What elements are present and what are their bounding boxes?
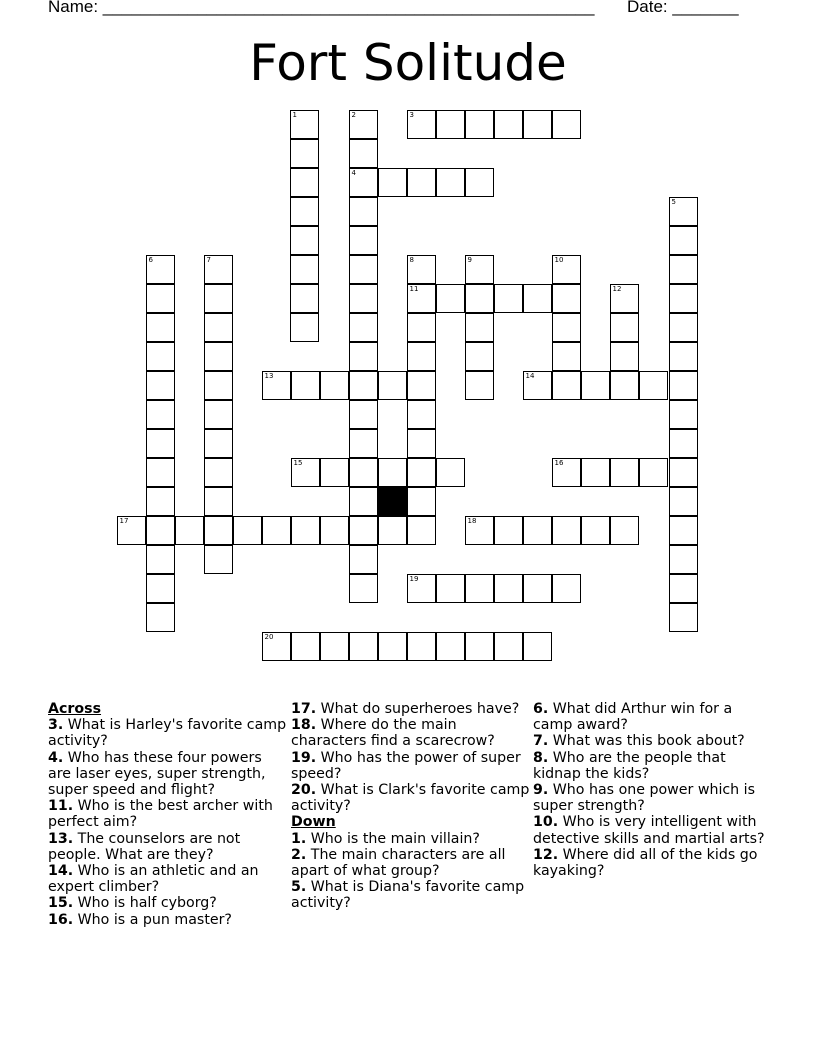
clue-item-number: 3. xyxy=(48,717,64,734)
grid-cell[interactable] xyxy=(552,255,581,284)
clue-column-1 xyxy=(48,701,288,928)
grid-cell[interactable] xyxy=(146,313,175,342)
grid-cell[interactable] xyxy=(552,313,581,342)
grid-cell[interactable] xyxy=(290,313,319,342)
clue-item-text: Where do the main characters find a scarecrow? xyxy=(291,717,495,750)
grid-cell[interactable] xyxy=(523,371,552,400)
grid-cell[interactable] xyxy=(117,516,146,545)
grid-cell[interactable] xyxy=(407,371,436,400)
clue-item-text: Who is an athletic and an expert climber? xyxy=(48,863,259,896)
grid-cell[interactable] xyxy=(291,371,320,400)
grid-cell[interactable] xyxy=(407,284,436,313)
clue-item-number: 5. xyxy=(291,879,307,896)
clue-item-number: 1. xyxy=(291,830,307,847)
grid-cell[interactable] xyxy=(146,342,175,371)
clue-item-text: What did Arthur win for a camp award? xyxy=(533,701,733,734)
date-line: Date: _______ xyxy=(627,0,739,16)
grid-cell[interactable] xyxy=(349,632,378,661)
grid-cell[interactable] xyxy=(262,371,291,400)
grid-block-cell xyxy=(378,487,407,516)
grid-cell[interactable] xyxy=(291,516,320,545)
grid-cell[interactable] xyxy=(204,342,233,371)
clue-column-2 xyxy=(291,701,531,912)
grid-cell[interactable] xyxy=(407,400,436,429)
clue-item xyxy=(291,750,531,782)
clue-item xyxy=(48,798,288,830)
grid-cell[interactable] xyxy=(669,545,698,574)
clue-number: 2 xyxy=(351,110,356,119)
grid-cell[interactable] xyxy=(349,574,378,603)
clue-item xyxy=(48,863,288,895)
grid-cell[interactable] xyxy=(378,632,407,661)
clue-item-text: Who is a pun master? xyxy=(73,911,232,928)
grid-cell[interactable] xyxy=(639,371,668,400)
clue-item-number: 19. xyxy=(291,749,317,766)
grid-cell[interactable] xyxy=(436,284,465,313)
grid-cell[interactable] xyxy=(465,516,494,545)
grid-cell[interactable] xyxy=(610,342,639,371)
grid-cell[interactable] xyxy=(436,168,465,197)
grid-cell[interactable] xyxy=(349,255,378,284)
clue-item-text: Who are the people that kidnap the kids? xyxy=(533,749,726,782)
grid-cell[interactable] xyxy=(669,284,698,313)
grid-cell[interactable] xyxy=(581,516,610,545)
grid-cell[interactable] xyxy=(581,458,610,487)
grid-cell[interactable] xyxy=(349,197,378,226)
grid-cell[interactable] xyxy=(290,226,319,255)
grid-cell[interactable] xyxy=(320,371,349,400)
grid-cell[interactable] xyxy=(465,168,494,197)
grid-cell[interactable] xyxy=(349,139,378,168)
grid-cell[interactable] xyxy=(349,284,378,313)
clue-item xyxy=(48,750,288,799)
clue-item-number: 10. xyxy=(533,814,559,831)
grid-cell[interactable] xyxy=(146,458,175,487)
clue-column-3 xyxy=(533,701,773,879)
grid-cell[interactable] xyxy=(669,487,698,516)
grid-cell[interactable] xyxy=(669,400,698,429)
grid-cell[interactable] xyxy=(204,545,233,574)
grid-cell[interactable] xyxy=(349,313,378,342)
grid-cell[interactable] xyxy=(204,400,233,429)
clue-item xyxy=(291,717,531,749)
grid-cell[interactable] xyxy=(669,255,698,284)
grid-cell[interactable] xyxy=(436,458,465,487)
grid-cell[interactable] xyxy=(523,632,552,661)
grid-cell[interactable] xyxy=(146,487,175,516)
clue-item xyxy=(48,831,288,863)
clue-number: 13 xyxy=(264,371,274,380)
clue-item-number: 2. xyxy=(291,846,307,863)
grid-cell[interactable] xyxy=(407,429,436,458)
clue-number: 4 xyxy=(351,168,356,177)
clue-number: 6 xyxy=(148,255,153,264)
grid-cell[interactable] xyxy=(552,284,581,313)
grid-cell[interactable] xyxy=(204,516,233,545)
grid-cell[interactable] xyxy=(204,313,233,342)
grid-cell[interactable] xyxy=(639,458,668,487)
clue-number: 5 xyxy=(671,197,676,206)
name-line: Name: ____________________________________________________ xyxy=(48,0,595,16)
across-heading: Across xyxy=(48,701,102,717)
clue-item-number: 7. xyxy=(533,733,549,750)
grid-cell[interactable] xyxy=(349,400,378,429)
grid-cell[interactable] xyxy=(552,458,581,487)
clue-number: 16 xyxy=(554,458,564,467)
grid-cell[interactable] xyxy=(290,197,319,226)
across-clue-list xyxy=(48,717,288,928)
clue-item xyxy=(533,701,773,733)
clue-item xyxy=(291,879,531,911)
grid-cell[interactable] xyxy=(523,516,552,545)
grid-cell[interactable] xyxy=(552,371,581,400)
grid-cell[interactable] xyxy=(669,371,698,400)
clue-item-text: Who has the power of super speed? xyxy=(291,749,521,782)
grid-cell[interactable] xyxy=(581,371,610,400)
grid-cell[interactable] xyxy=(523,284,552,313)
grid-cell[interactable] xyxy=(494,632,523,661)
grid-cell[interactable] xyxy=(552,110,581,139)
grid-cell[interactable] xyxy=(610,458,639,487)
grid-cell[interactable] xyxy=(349,226,378,255)
grid-cell[interactable] xyxy=(146,429,175,458)
clue-item-number: 15. xyxy=(48,895,74,912)
grid-cell[interactable] xyxy=(291,458,320,487)
grid-cell[interactable] xyxy=(349,429,378,458)
page-title: Fort Solitude xyxy=(249,34,567,92)
grid-cell[interactable] xyxy=(204,429,233,458)
grid-cell[interactable] xyxy=(610,313,639,342)
clue-item-number: 20. xyxy=(291,782,317,799)
grid-cell[interactable] xyxy=(146,400,175,429)
clue-item-text: Who has one power which is super strength? xyxy=(533,782,756,815)
clue-item-text: Who is very intelligent with detective skills and martial arts? xyxy=(533,814,765,847)
grid-cell[interactable] xyxy=(610,516,639,545)
grid-cell[interactable] xyxy=(407,168,436,197)
clue-item-number: 9. xyxy=(533,782,549,799)
clue-number: 15 xyxy=(293,458,303,467)
grid-cell[interactable] xyxy=(146,255,175,284)
clue-number: 7 xyxy=(206,255,211,264)
clue-number: 8 xyxy=(409,255,414,264)
clue-number: 3 xyxy=(409,110,414,119)
clue-number: 17 xyxy=(119,516,129,525)
grid-cell[interactable] xyxy=(407,458,436,487)
grid-cell[interactable] xyxy=(146,284,175,313)
clue-number: 1 xyxy=(292,110,297,119)
clue-item xyxy=(533,733,773,749)
grid-cell[interactable] xyxy=(146,516,175,545)
grid-cell[interactable] xyxy=(407,342,436,371)
grid-cell[interactable] xyxy=(407,516,436,545)
grid-cell[interactable] xyxy=(262,516,291,545)
grid-cell[interactable] xyxy=(523,574,552,603)
clue-number: 20 xyxy=(264,632,274,641)
clue-number: 18 xyxy=(467,516,477,525)
grid-cell[interactable] xyxy=(291,632,320,661)
grid-cell[interactable] xyxy=(204,371,233,400)
clue-number: 14 xyxy=(525,371,535,380)
grid-cell[interactable] xyxy=(349,487,378,516)
grid-cell[interactable] xyxy=(669,516,698,545)
grid-cell[interactable] xyxy=(494,110,523,139)
grid-cell[interactable] xyxy=(407,487,436,516)
grid-cell[interactable] xyxy=(290,139,319,168)
clue-item-number: 11. xyxy=(48,798,74,815)
grid-cell[interactable] xyxy=(204,458,233,487)
clue-number: 11 xyxy=(409,284,419,293)
grid-cell[interactable] xyxy=(407,313,436,342)
grid-cell[interactable] xyxy=(465,110,494,139)
clue-item-text: The main characters are all apart of what group? xyxy=(291,846,506,880)
grid-cell[interactable] xyxy=(669,313,698,342)
grid-cell[interactable] xyxy=(320,632,349,661)
grid-cell[interactable] xyxy=(290,110,319,139)
clue-number: 12 xyxy=(612,284,622,293)
down-clue-list xyxy=(291,831,531,912)
across-clue-list-continued xyxy=(291,701,531,814)
clue-item xyxy=(291,701,531,717)
clue-item-text: What is Diana's favorite camp activity? xyxy=(291,879,525,912)
clue-item-text: What do superheroes have? xyxy=(316,701,520,717)
grid-cell[interactable] xyxy=(320,516,349,545)
grid-cell[interactable] xyxy=(378,371,407,400)
grid-cell[interactable] xyxy=(494,284,523,313)
clue-item xyxy=(48,912,288,928)
grid-cell[interactable] xyxy=(204,255,233,284)
down-heading: Down xyxy=(291,814,336,831)
grid-cell[interactable] xyxy=(262,632,291,661)
grid-cell[interactable] xyxy=(349,168,378,197)
clue-item-number: 8. xyxy=(533,749,549,766)
grid-cell[interactable] xyxy=(290,168,319,197)
clue-item xyxy=(291,847,531,879)
grid-cell[interactable] xyxy=(290,255,319,284)
clue-item-text: The counselors are not people. What are they? xyxy=(48,830,241,863)
grid-cell[interactable] xyxy=(669,342,698,371)
grid-cell[interactable] xyxy=(290,284,319,313)
grid-cell[interactable] xyxy=(407,574,436,603)
clue-item-number: 17. xyxy=(291,701,317,717)
grid-cell[interactable] xyxy=(552,574,581,603)
clue-item-number: 14. xyxy=(48,863,74,880)
grid-cell[interactable] xyxy=(436,110,465,139)
grid-cell[interactable] xyxy=(465,632,494,661)
grid-cell[interactable] xyxy=(378,516,407,545)
grid-cell[interactable] xyxy=(407,632,436,661)
grid-cell[interactable] xyxy=(349,342,378,371)
clue-item xyxy=(48,717,288,749)
clue-item xyxy=(291,831,531,847)
grid-cell[interactable] xyxy=(465,255,494,284)
grid-cell[interactable] xyxy=(349,371,378,400)
grid-cell[interactable] xyxy=(146,603,175,632)
grid-cell[interactable] xyxy=(146,574,175,603)
grid-cell[interactable] xyxy=(669,226,698,255)
clue-item-number: 6. xyxy=(533,701,549,717)
grid-cell[interactable] xyxy=(233,516,262,545)
grid-cell[interactable] xyxy=(669,574,698,603)
clue-item-number: 16. xyxy=(48,911,74,928)
grid-cell[interactable] xyxy=(552,516,581,545)
grid-cell[interactable] xyxy=(378,458,407,487)
clue-number: 9 xyxy=(467,255,472,264)
clue-item-text: Where did all of the kids go kayaking? xyxy=(533,846,758,880)
clue-item xyxy=(48,895,288,911)
grid-cell[interactable] xyxy=(465,342,494,371)
grid-cell[interactable] xyxy=(436,632,465,661)
clue-item-text: What is Harley's favorite camp activity? xyxy=(48,717,287,750)
grid-cell[interactable] xyxy=(175,516,204,545)
grid-cell[interactable] xyxy=(436,574,465,603)
grid-cell[interactable] xyxy=(204,487,233,516)
clue-item-number: 4. xyxy=(48,749,64,766)
clue-item-text: Who is half cyborg? xyxy=(73,895,217,912)
clue-item-text: What was this book about? xyxy=(548,733,745,750)
grid-cell[interactable] xyxy=(465,574,494,603)
clue-number: 19 xyxy=(409,574,419,583)
grid-cell[interactable] xyxy=(349,458,378,487)
grid-cell[interactable] xyxy=(494,574,523,603)
grid-cell[interactable] xyxy=(494,516,523,545)
clue-item-text: Who is the main villain? xyxy=(306,830,480,847)
grid-cell[interactable] xyxy=(465,371,494,400)
grid-cell[interactable] xyxy=(320,458,349,487)
grid-cell[interactable] xyxy=(146,371,175,400)
clue-item xyxy=(533,782,773,814)
grid-cell[interactable] xyxy=(669,603,698,632)
grid-cell[interactable] xyxy=(407,110,436,139)
clue-item-text: Who is the best archer with perfect aim? xyxy=(48,798,273,831)
grid-cell[interactable] xyxy=(349,545,378,574)
clue-item xyxy=(533,814,773,846)
grid-cell[interactable] xyxy=(669,429,698,458)
grid-cell[interactable] xyxy=(610,284,639,313)
clue-number: 10 xyxy=(554,255,564,264)
grid-cell[interactable] xyxy=(669,197,698,226)
clue-item xyxy=(533,847,773,879)
down-clue-list-continued xyxy=(533,701,773,879)
grid-cell[interactable] xyxy=(378,168,407,197)
grid-cell[interactable] xyxy=(465,313,494,342)
clue-item-number: 12. xyxy=(533,846,559,863)
grid-cell[interactable] xyxy=(407,255,436,284)
grid-cell[interactable] xyxy=(204,284,233,313)
grid-cell[interactable] xyxy=(349,110,378,139)
grid-cell[interactable] xyxy=(610,371,639,400)
grid-cell[interactable] xyxy=(552,342,581,371)
clue-item xyxy=(291,782,531,814)
clue-item xyxy=(533,750,773,782)
grid-cell[interactable] xyxy=(465,284,494,313)
clue-item-text: Who has these four powers are laser eyes, super strength, super speed and flight? xyxy=(48,749,266,799)
grid-cell[interactable] xyxy=(349,516,378,545)
grid-cell[interactable] xyxy=(669,458,698,487)
clue-item-number: 18. xyxy=(291,717,317,734)
clue-item-text: What is Clark's favorite camp activity? xyxy=(291,782,530,815)
grid-cell[interactable] xyxy=(146,545,175,574)
grid-cell[interactable] xyxy=(523,110,552,139)
clue-item-number: 13. xyxy=(48,830,74,847)
